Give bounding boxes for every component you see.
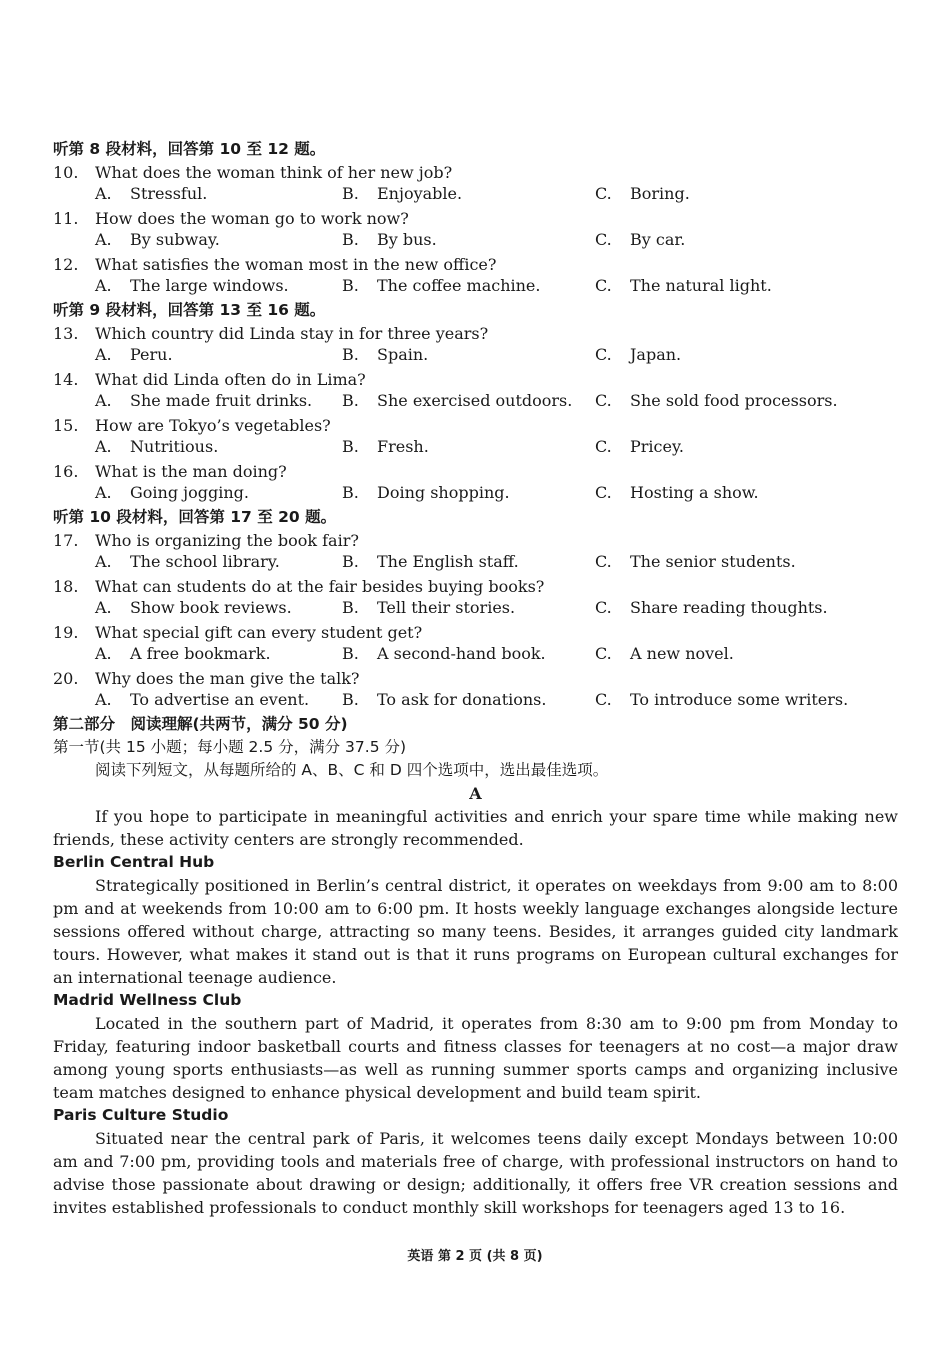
option-letter: A. [95, 690, 112, 709]
option-letter: B. [342, 598, 359, 617]
question-text: How does the woman go to work now? [95, 209, 409, 228]
option-text: Going jogging. [130, 483, 249, 502]
option-text: Stressful. [130, 184, 208, 203]
question-text: What satisfies the woman most in the new office? [95, 255, 497, 274]
center-name: Paris Culture Studio [53, 1106, 229, 1124]
section-title: 第一节(共 15 小题；每小题 2.5 分，满分 37.5 分) [53, 738, 407, 756]
option-letter: A. [95, 644, 112, 663]
question-number: 12. [53, 255, 79, 274]
option-text: Share reading thoughts. [630, 598, 828, 617]
option-letter: C. [595, 391, 612, 410]
question-number: 10. [53, 163, 79, 182]
option-text: Enjoyable. [377, 184, 463, 203]
option-b [342, 184, 462, 203]
option-letter: B. [342, 184, 359, 203]
question-text: What does the woman think of her new job? [95, 163, 453, 182]
option-b [342, 230, 437, 249]
option-text: To ask for donations. [377, 690, 547, 709]
center-name: Madrid Wellness Club [53, 991, 242, 1009]
option-c [595, 230, 685, 249]
instructions: 阅读下列短文，从每题所给的 A、B、C 和 D 四个选项中，选出最佳选项。 [95, 761, 609, 779]
question-text: Why does the man give the talk? [95, 669, 360, 688]
option-b [342, 391, 572, 410]
question-text: What can students do at the fair besides buying books? [95, 577, 545, 596]
exam-page [53, 138, 898, 1219]
question-text: Who is organizing the book fair? [95, 531, 359, 550]
option-text: The coffee machine. [377, 276, 541, 295]
option-text: To advertise an event. [130, 690, 310, 709]
option-text: The senior students. [630, 552, 796, 571]
option-a [95, 391, 312, 410]
option-c [595, 345, 681, 364]
option-c [595, 184, 690, 203]
option-text: To introduce some writers. [630, 690, 849, 709]
option-text: Japan. [630, 345, 682, 364]
question-text: What is the man doing? [95, 462, 287, 481]
center-description: Located in the southern part of Madrid, it operates from 8:30 am to 9:00 pm from Monday to Friday, featuring indoor basketball courts and fitness classes for teenagers at no cost—a major draw among young sports enthusiasts—as well as running summer sports camps and organizing inclusive team matches designed to enhance physical development and build team spirit. [53, 1014, 898, 1102]
option-letter: C. [595, 184, 612, 203]
center-description: Situated near the central park of Paris, it welcomes teens daily except Mondays between 10:00 am and 7:00 pm, providing tools and materials free of charge, with professional instructors on hand to advise those passionate about drawing or design; additionally, it offers free VR creation sessions and invites established professionals to conduct monthly skill workshops for teenagers aged 13 to 16. [53, 1129, 898, 1217]
question-stem [53, 368, 898, 391]
passage-intro: If you hope to participate in meaningful activities and enrich your spare time while making new friends, these activity centers are strongly recommended. [53, 807, 898, 849]
option-letter: C. [595, 345, 612, 364]
option-letter: B. [342, 230, 359, 249]
option-letter: A. [95, 437, 112, 456]
option-c [595, 483, 759, 502]
options-row [53, 345, 898, 368]
section-header: 听第 8 段材料，回答第 10 至 12 题。 [53, 140, 326, 158]
option-text: Doing shopping. [377, 483, 510, 502]
question-stem [53, 322, 898, 345]
option-letter: B. [342, 552, 359, 571]
option-text: By subway. [130, 230, 220, 249]
question-number: 14. [53, 370, 79, 389]
passage-letter: A [469, 784, 482, 803]
option-b [342, 644, 546, 663]
question-stem [53, 621, 898, 644]
option-text: A new novel. [630, 644, 734, 663]
question-group [53, 529, 898, 713]
question-number: 19. [53, 623, 79, 642]
question-stem [53, 161, 898, 184]
option-letter: A. [95, 483, 112, 502]
option-letter: B. [342, 345, 359, 364]
page-footer: 英语 第 2 页 (共 8 页) [407, 1249, 543, 1264]
option-letter: C. [595, 276, 612, 295]
option-letter: A. [95, 230, 112, 249]
option-text: Tell their stories. [377, 598, 516, 617]
option-text: A free bookmark. [130, 644, 271, 663]
option-text: The natural light. [630, 276, 772, 295]
options-row [53, 230, 898, 253]
option-letter: B. [342, 391, 359, 410]
option-letter: B. [342, 276, 359, 295]
option-b [342, 690, 546, 709]
option-letter: A. [95, 391, 112, 410]
option-b [342, 483, 510, 502]
option-c [595, 276, 772, 295]
options-row [53, 644, 898, 667]
question-number: 17. [53, 531, 79, 550]
section-header: 听第 9 段材料，回答第 13 至 16 题。 [53, 301, 326, 319]
question-text: What did Linda often do in Lima? [95, 370, 366, 389]
question-number: 20. [53, 669, 79, 688]
question-number: 13. [53, 324, 79, 343]
option-b [342, 276, 540, 295]
option-text: Hosting a show. [630, 483, 759, 502]
option-letter: C. [595, 437, 612, 456]
option-text: Boring. [630, 184, 690, 203]
option-text: She made fruit drinks. [130, 391, 313, 410]
question-number: 15. [53, 416, 79, 435]
option-letter: A. [95, 345, 112, 364]
option-text: Fresh. [377, 437, 429, 456]
option-a [95, 276, 289, 295]
option-c [595, 690, 848, 709]
option-text: Pricey. [630, 437, 684, 456]
question-stem [53, 575, 898, 598]
question-stem [53, 460, 898, 483]
option-a [95, 552, 280, 571]
center-description: Strategically positioned in Berlin’s central district, it operates on weekdays from 9:00 am to 8:00 pm and at weekends from 10:00 am to 6:00 pm. It hosts weekly language exchanges alongside lecture sessions offered without charge, attracting so many teens. Besides, it arranges guided city landmark tours. However, what makes it stand out is that it runs programs on European cultural exchanges for an international teenage audience. [53, 876, 898, 987]
options-row [53, 552, 898, 575]
option-letter: C. [595, 690, 612, 709]
option-c [595, 552, 796, 571]
question-stem [53, 253, 898, 276]
option-text: She sold food processors. [630, 391, 838, 410]
option-text: The large windows. [130, 276, 289, 295]
option-text: She exercised outdoors. [377, 391, 573, 410]
options-row [53, 391, 898, 414]
options-row [53, 598, 898, 621]
option-letter: C. [595, 644, 612, 663]
option-text: The school library. [130, 552, 280, 571]
option-text: Spain. [377, 345, 429, 364]
option-c [595, 644, 734, 663]
option-letter: B. [342, 690, 359, 709]
center-name: Berlin Central Hub [53, 853, 215, 871]
question-text: What special gift can every student get? [95, 623, 423, 642]
option-b [342, 598, 515, 617]
option-text: The English staff. [377, 552, 519, 571]
question-group [53, 161, 898, 299]
options-row [53, 184, 898, 207]
option-letter: C. [595, 598, 612, 617]
section-header: 听第 10 段材料，回答第 17 至 20 题。 [53, 508, 337, 526]
option-letter: C. [595, 483, 612, 502]
question-stem [53, 667, 898, 690]
option-letter: A. [95, 184, 112, 203]
option-text: Nutritious. [130, 437, 219, 456]
option-a [95, 437, 218, 456]
options-row [53, 690, 898, 713]
option-letter: A. [95, 552, 112, 571]
option-b [342, 437, 429, 456]
options-row [53, 483, 898, 506]
option-letter: A. [95, 276, 112, 295]
option-b [342, 345, 428, 364]
question-number: 18. [53, 577, 79, 596]
question-number: 16. [53, 462, 79, 481]
option-a [95, 184, 207, 203]
option-a [95, 690, 309, 709]
question-number: 11. [53, 209, 79, 228]
part-title: 第二部分 阅读理解(共两节，满分 50 分) [53, 715, 348, 733]
option-letter: C. [595, 552, 612, 571]
option-b [342, 552, 519, 571]
question-text: Which country did Linda stay in for three years? [95, 324, 489, 343]
option-c [595, 391, 838, 410]
question-group [53, 322, 898, 506]
option-a [95, 483, 249, 502]
option-letter: C. [595, 230, 612, 249]
options-row [53, 437, 898, 460]
option-a [95, 230, 220, 249]
option-letter: B. [342, 437, 359, 456]
option-a [95, 644, 271, 663]
question-stem [53, 529, 898, 552]
option-c [595, 598, 828, 617]
options-row [53, 276, 898, 299]
option-letter: A. [95, 598, 112, 617]
option-text: By car. [630, 230, 686, 249]
option-letter: B. [342, 644, 359, 663]
option-a [95, 598, 292, 617]
question-text: How are Tokyo’s vegetables? [95, 416, 331, 435]
option-letter: B. [342, 483, 359, 502]
option-a [95, 345, 173, 364]
question-stem [53, 207, 898, 230]
question-stem [53, 414, 898, 437]
option-text: Show book reviews. [130, 598, 292, 617]
option-c [595, 437, 684, 456]
option-text: By bus. [377, 230, 437, 249]
option-text: A second-hand book. [377, 644, 546, 663]
option-text: Peru. [130, 345, 173, 364]
